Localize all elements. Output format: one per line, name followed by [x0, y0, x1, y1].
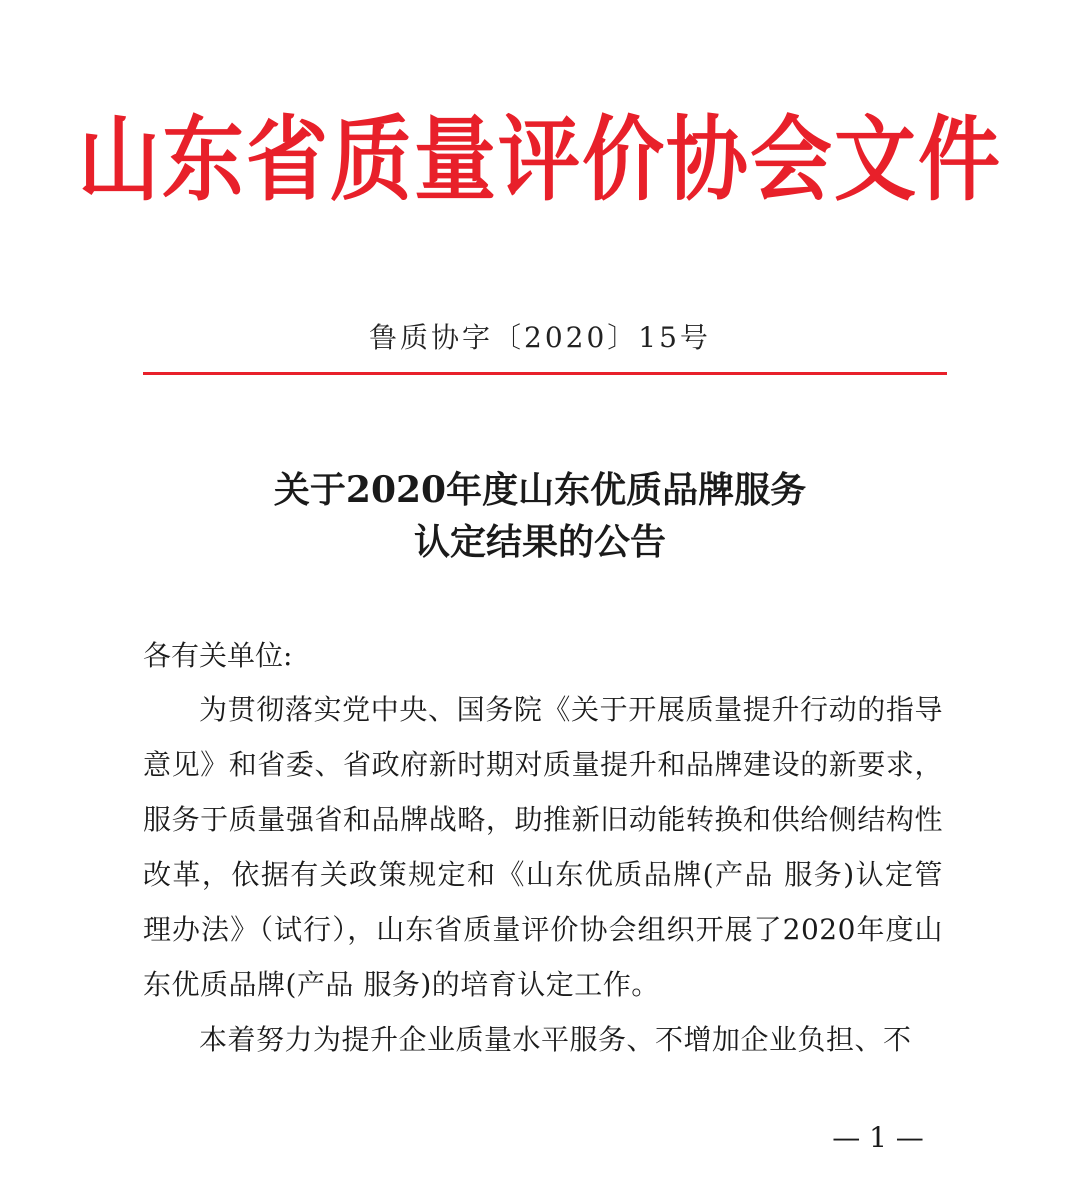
body-paragraph-1: 为贯彻落实党中央、国务院《关于开展质量提升行动的指导意见》和省委、省政府新时期对质量提升和品牌建设的新要求，服务于质量强省和品牌战略，助推新旧动能转换和供给侧结构性改革，依据有关政策规定和《山东优质品牌(产品 服务)认定管理办法》（试行），山东省质量评价协会组织开展了2020年度山东优质品牌(产品 服务)的培育认定工作。 — [143, 693, 943, 1001]
announcement-title-line-2: 认定结果的公告 — [413, 521, 666, 563]
red-separator-line — [143, 372, 947, 375]
body-paragraph-2: 本着努力为提升企业质量水平服务、不增加企业负担、不 — [199, 1023, 912, 1056]
salutation: 各有关单位: — [143, 639, 293, 672]
document-number: 鲁质协字〔2020〕15号 — [369, 321, 711, 354]
page-number: — 1 — — [832, 1121, 924, 1154]
document-header-title: 山东省质量评价协会文件 — [77, 106, 1002, 214]
announcement-title — [0, 464, 1080, 568]
announcement-title-line-1: 关于2020年度山东优质品牌服务 — [273, 469, 807, 511]
